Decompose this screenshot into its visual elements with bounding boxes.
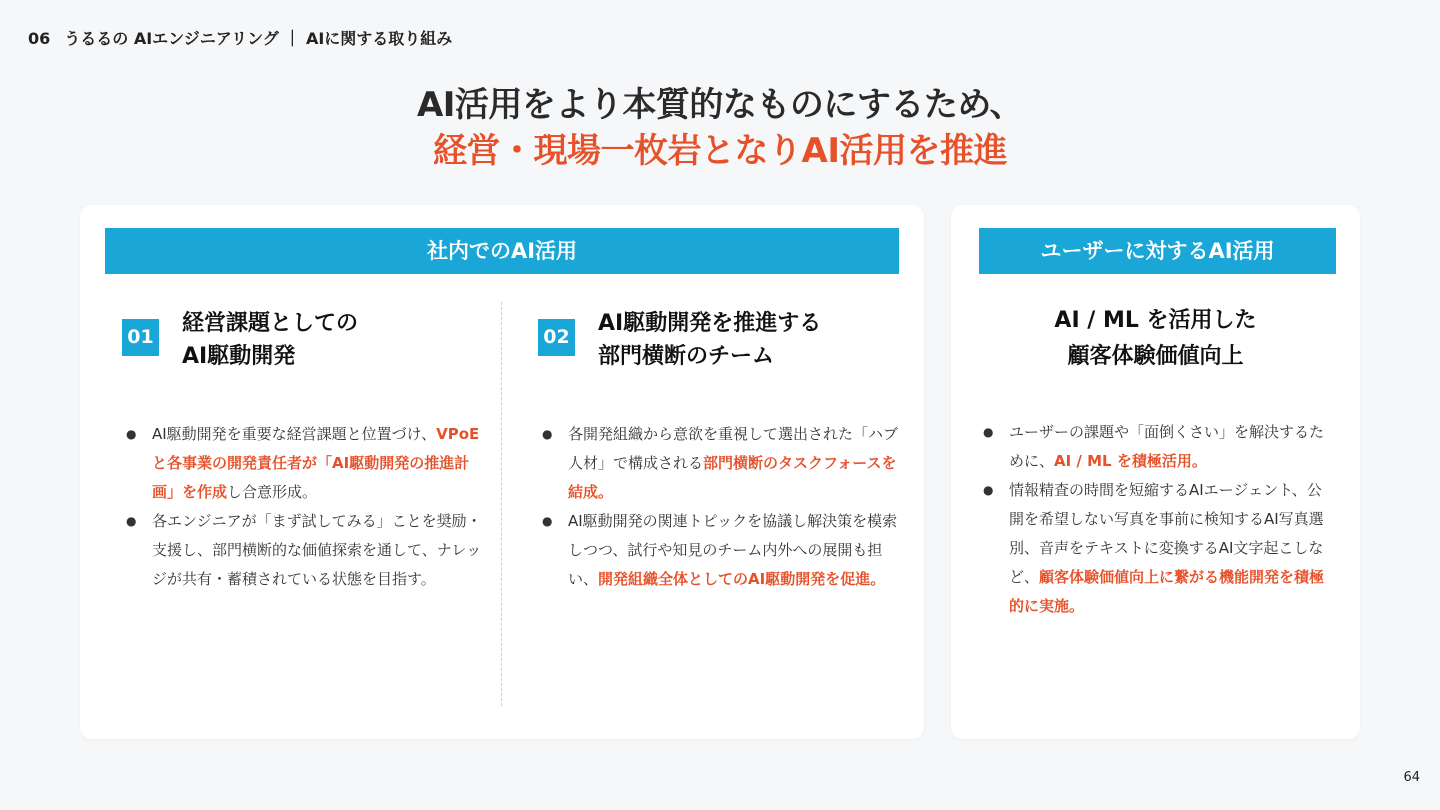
internal-ai-banner: 社内でのAI活用 [105, 228, 899, 274]
bullet-text: AI駆動開発を重要な経営課題と位置づけ、 [152, 425, 437, 443]
bullet-text: 情報精査の時間を短縮するAIエージェント、公開を希望しない写真を事前に検知するAI写真選別、音声をテキストに変換するAI文字起こしなど、 [1009, 481, 1324, 586]
bullet-highlight: 開発組織全体としてのAI駆動開発を促進。 [598, 570, 886, 588]
item-number-badge: 02 [538, 319, 575, 356]
section-header [28, 26, 452, 49]
internal-ai-card [80, 205, 924, 739]
user-ai-banner: ユーザーに対するAI活用 [979, 228, 1336, 274]
bullet-item [122, 420, 482, 507]
bullet-highlight: 顧客体験価値向上に繋がる機能開発を積極的に実施。 [1009, 568, 1325, 615]
section-title: うるるの AIエンジニアリング ｜ AIに関する取り組み [64, 29, 453, 48]
slide-title [0, 82, 1440, 174]
page-number: 64 [1403, 770, 1420, 785]
bullet-item [122, 507, 482, 594]
column-divider [501, 302, 502, 706]
bullet-highlight: 部門横断のタスクフォースを結成。 [568, 454, 897, 501]
user-ai-card [951, 205, 1360, 739]
bullet-list [538, 420, 898, 594]
title-line-1: AI活用をより本質的なものにするため、 [416, 85, 1024, 125]
item-title [182, 307, 482, 373]
item-title-line-1: 経営課題としての [182, 311, 359, 336]
user-ai-title-line-2: 顧客体験価値向上 [1067, 344, 1244, 369]
bullet-item [538, 507, 898, 594]
bullet-highlight: AI / ML を積極活用。 [1054, 452, 1207, 470]
bullet-item [979, 418, 1329, 476]
user-ai-title-line-1: AI / ML を活用した [1054, 308, 1257, 333]
item-title [598, 307, 898, 373]
bullet-list [979, 418, 1329, 621]
bullet-highlight: VPoEと各事業の開発責任者が「AI駆動開発の推進計画」を作成 [152, 425, 480, 501]
section-number: 06 [28, 29, 51, 48]
item-title-line-2: 部門横断のチーム [598, 344, 775, 369]
bullet-text: 各開発組織から意欲を重視して選出された「ハブ人材」で構成される [568, 425, 899, 472]
item-title-line-2: AI駆動開発 [182, 344, 296, 369]
bullet-text: AI駆動開発の関連トピックを協議し解決策を模索しつつ、試行や知見のチーム内外への展開も担い、 [568, 512, 898, 588]
bullet-item [979, 476, 1329, 621]
item-title-line-1: AI駆動開発を推進する [598, 311, 822, 336]
title-line-2: 経営・現場一枚岩となりAI活用を推進 [433, 131, 1007, 171]
bullet-item [538, 420, 898, 507]
user-ai-title [951, 303, 1360, 375]
bullet-list [122, 420, 482, 594]
bullet-text: し合意形成。 [227, 483, 318, 501]
item-number-badge: 01 [122, 319, 159, 356]
bullet-text: 各エンジニアが「まず試してみる」ことを奨励・支援し、部門横断的な価値探索を通して、ナレッジが共有・蓄積されている状態を目指す。 [152, 512, 482, 588]
bullet-text: ユーザーの課題や「面倒くさい」を解決するために、 [1009, 423, 1325, 470]
